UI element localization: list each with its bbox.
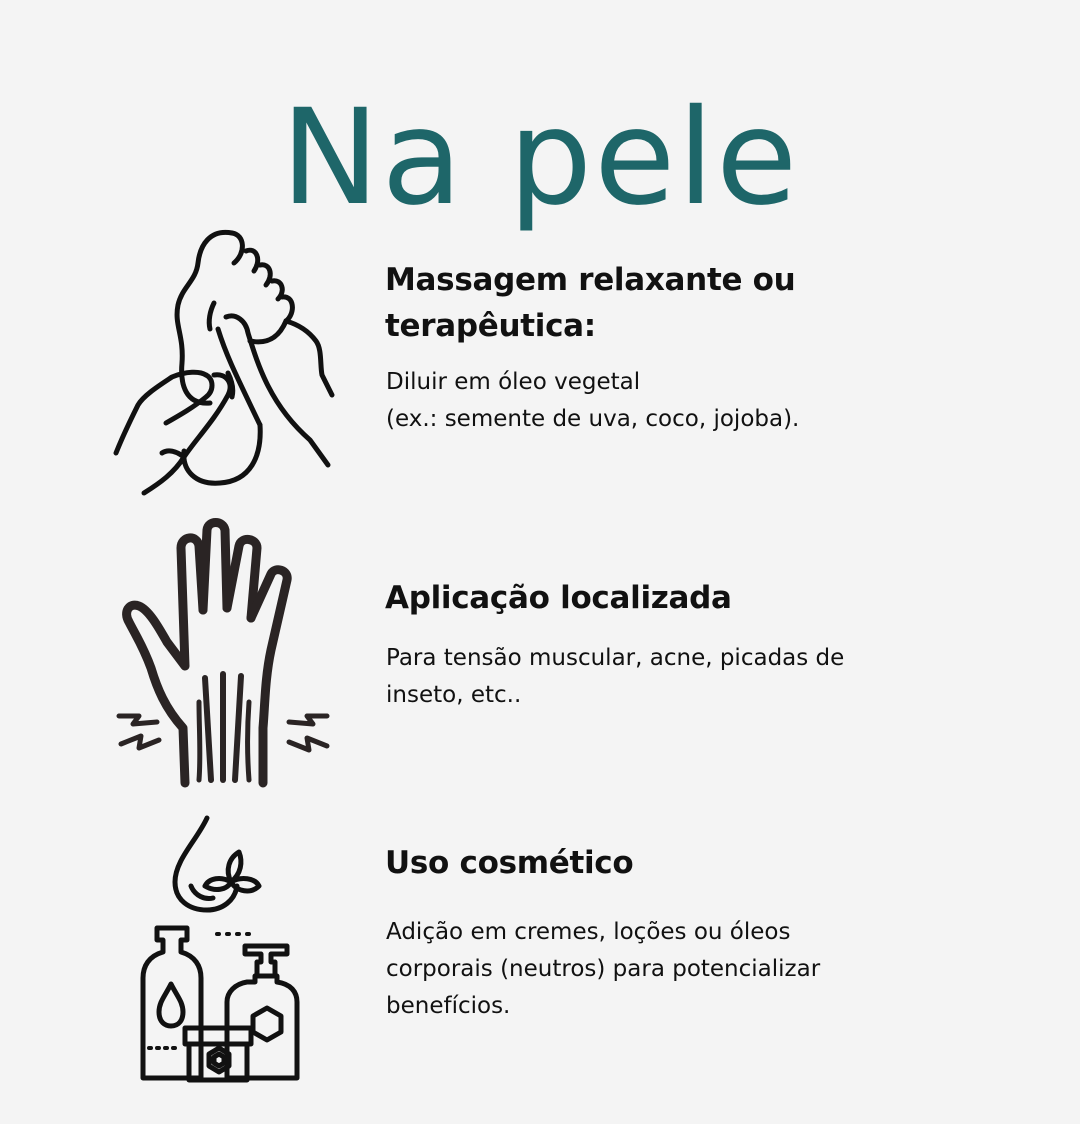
section-heading: Aplicação localizada bbox=[385, 580, 732, 616]
section-body: Para tensão muscular, acne, picadas de inseto, etc.. bbox=[386, 645, 845, 708]
section-body: Adição em cremes, loções ou óleos corporais (neutros) para potencializar benefícios. bbox=[386, 919, 821, 1019]
page-title: Na pele bbox=[280, 81, 800, 236]
cosmetics-icon bbox=[135, 812, 305, 1087]
section-body: Diluir em óleo vegetal (ex.: semente de uva, coco, jojoba). bbox=[386, 369, 800, 432]
hand-pain-icon bbox=[115, 518, 335, 798]
section-heading: Massagem relaxante ou terapêutica: bbox=[385, 262, 796, 344]
foot-massage-icon bbox=[110, 225, 340, 500]
section-heading: Uso cosmético bbox=[385, 845, 634, 881]
